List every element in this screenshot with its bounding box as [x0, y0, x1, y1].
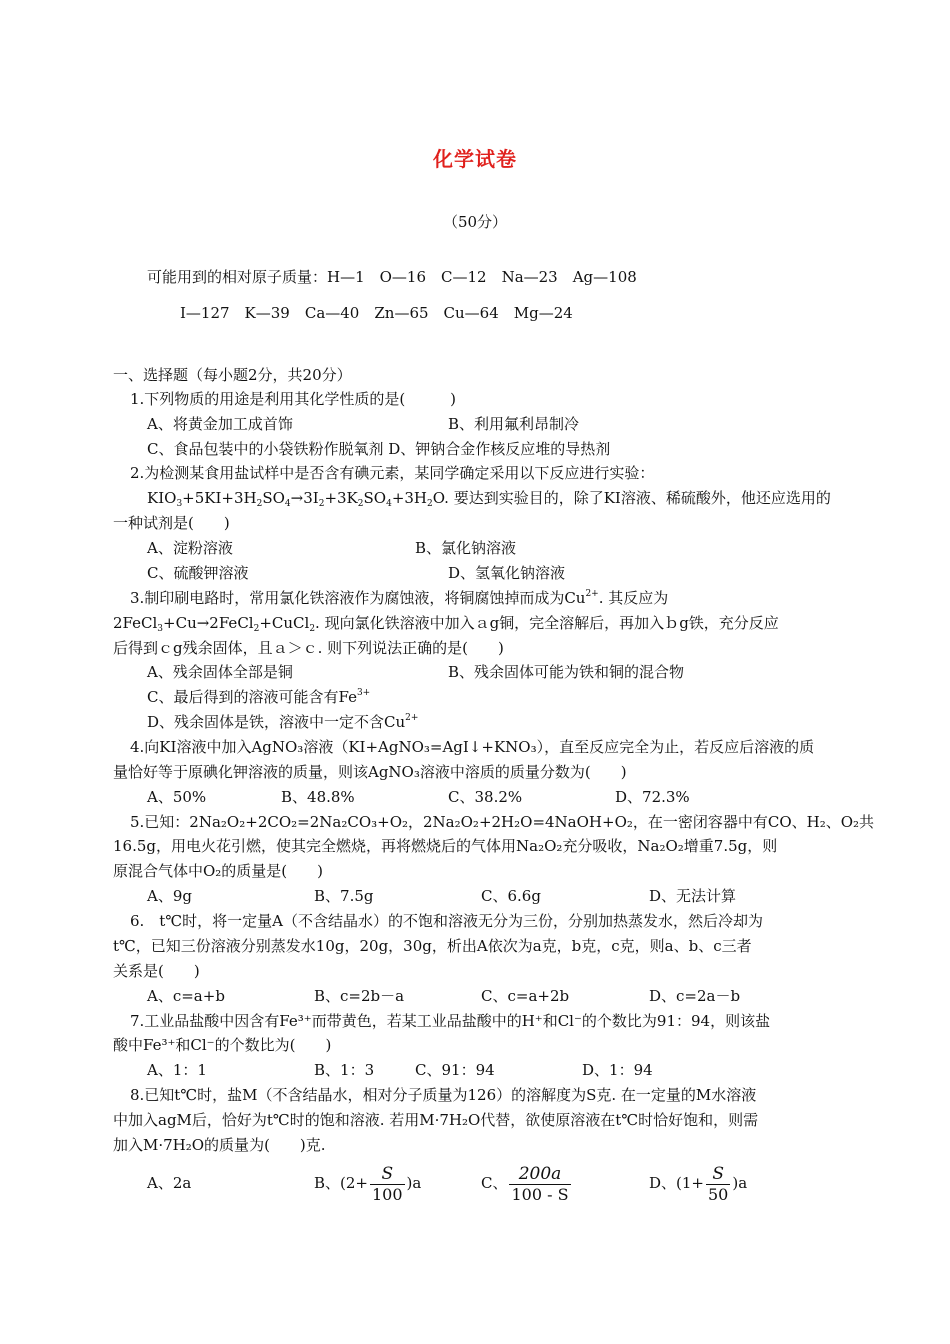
- q7-option-b: B、1：3: [314, 1061, 375, 1079]
- q5-option-c: C、6.6g: [481, 887, 541, 905]
- q8-stem3: 加入M·7H₂O的质量为( )克.: [113, 1136, 326, 1154]
- q6-option-c: C、c=a+2b: [481, 987, 570, 1005]
- q8-option-c-numerator: 200a: [518, 1163, 562, 1184]
- q7-option-d: D、1：94: [582, 1061, 653, 1079]
- q8-option-d: [649, 1160, 747, 1206]
- q8-stem2: 中加入agM后，恰好为t℃时的饱和溶液. 若用M·7H₂O代替，欲使原溶液在t℃时恰好饱和，则需: [113, 1111, 759, 1129]
- q8-option-b-denominator: 100: [372, 1184, 403, 1204]
- q8-option-a: A、2a: [147, 1174, 192, 1192]
- q3-stem2: 2FeCl$_3$+Cu→2FeCl$_2$+CuCl$_2$. 现向氯化铁溶液中加入ａg铜，完全溶解后，再加入ｂg铁，充分反应: [113, 614, 779, 634]
- page-title: 化学试卷: [433, 147, 517, 171]
- q2-option-d: D、氢氧化钠溶液: [448, 564, 566, 582]
- q2-option-a: A、淀粉溶液: [147, 539, 233, 557]
- q1-option-cd: C、食品包装中的小袋铁粉作脱氧剂 D、钾钠合金作核反应堆的导热剂: [147, 440, 611, 458]
- q8-option-b-fraction: [370, 1164, 405, 1205]
- q8-option-d-prefix: D、(1+: [649, 1174, 704, 1192]
- q7-option-a: A、1：1: [147, 1061, 207, 1079]
- q1-option-a: A、将黄金加工成首饰: [147, 415, 293, 433]
- q4-stem1: 4.向KI溶液中加入AgNO₃溶液（KI+AgNO₃=AgI↓+KNO₃），直至反应完全为止，若反应后溶液的质: [130, 738, 815, 756]
- q3-stem2-tail: . 现向氯化铁溶液中加入ａg铜，完全溶解后，再加入ｂg铁，充分反应: [315, 614, 779, 632]
- q6-option-a: A、c=a+b: [147, 987, 225, 1005]
- q5-stem1: 5.已知：2Na₂O₂+2CO₂=2Na₂CO₃+O₂，2Na₂O₂+2H₂O=4NaOH+O₂，在一密闭容器中有CO、H₂、O₂共: [130, 813, 875, 831]
- atomic-masses-line2: I—127 K—39 Ca—40 Zn—65 Cu—64 Mg—24: [180, 304, 573, 322]
- q2-equation-line: $KIO_3+5KI+3H_2SO_4\to 3I_2+3K_2SO_4+3H_2O$. 要达到实验目的，除了KI溶液、稀硫酸外，他还应选用的: [147, 489, 831, 509]
- q3-option-b: B、残余固体可能为铁和铜的混合物: [448, 663, 685, 681]
- q8-option-c-fraction: [509, 1164, 570, 1205]
- q1-option-b: B、利用氟利昂制冷: [448, 415, 580, 433]
- q4-option-d: D、72.3%: [615, 788, 690, 806]
- q8-option-b: [314, 1160, 421, 1206]
- q5-stem2: 16.5g，用电火花引燃，使其完全燃烧，再将燃烧后的气体用Na₂O₂充分吸收，Na₂O₂增重7.5g，则: [113, 837, 778, 855]
- q2-equation-suffix: . 要达到实验目的，除了KI溶液、稀硫酸外，他还应选用的: [444, 489, 831, 507]
- q8-option-c-prefix: C、: [481, 1174, 508, 1192]
- q8-option-d-fraction: [706, 1164, 730, 1205]
- q7-stem2: 酸中Fe³⁺和Cl⁻的个数比为( ): [113, 1036, 332, 1054]
- q3-option-d-text: D、残余固体是铁，溶液中一定不含Cu: [147, 713, 406, 731]
- q6-stem2: t℃，已知三份溶液分别蒸发水10g，20g，30g，析出A依次为a克，b克，c克，则a、b、c三者: [113, 937, 752, 955]
- atomic-masses-line1: 可能用到的相对原子质量：H—1 O—16 C—12 Na—23 Ag—108: [147, 268, 637, 286]
- q6-stem3: 关系是( ): [113, 962, 200, 980]
- q6-option-b: B、c=2b－a: [314, 987, 405, 1005]
- q8-option-b-prefix: B、(2+: [314, 1174, 368, 1192]
- q3-option-a: A、残余固体全部是铜: [147, 663, 293, 681]
- q4-option-b: B、48.8%: [281, 788, 355, 806]
- q8-option-d-denominator: 50: [708, 1184, 729, 1204]
- q8-option-c: [481, 1160, 573, 1206]
- q3-option-c-text: C、最后得到的溶液可能含有Fe: [147, 688, 357, 706]
- q8-option-b-suffix: )a: [406, 1174, 422, 1192]
- q3-stem3: 后得到ｃg残余固体，且ａ＞ｃ. 则下列说法正确的是( ): [113, 639, 504, 657]
- q8-option-d-numerator: S: [712, 1163, 724, 1184]
- q4-stem2: 量恰好等于原碘化钾溶液的质量，则该AgNO₃溶液中溶质的质量分数为( ): [113, 763, 627, 781]
- q2-stem: 2.为检测某食用盐试样中是否含有碘元素，某同学确定采用以下反应进行实验：: [130, 464, 655, 482]
- q6-option-d: D、c=2a－b: [649, 987, 741, 1005]
- q2-option-b: B、氯化钠溶液: [415, 539, 517, 557]
- score-note: （50分）: [442, 213, 508, 231]
- q2-stem2: 一种试剂是( ): [113, 514, 230, 532]
- q8-option-b-numerator: S: [381, 1163, 394, 1184]
- q3-option-c: C、最后得到的溶液可能含有$Fe^{3+}$: [147, 688, 371, 706]
- q5-option-d: D、无法计算: [649, 887, 737, 905]
- q8-option-d-suffix: )a: [732, 1174, 748, 1192]
- q2-option-c: C、硫酸钾溶液: [147, 564, 249, 582]
- q1-stem: 1.下列物质的用途是利用其化学性质的是( ): [130, 390, 457, 408]
- q3-stem1-text: 3.制印刷电路时，常用氯化铁溶液作为腐蚀液，将铜腐蚀掉而成为Cu: [130, 589, 586, 607]
- q3-stem1-tail: . 其反应为: [598, 589, 669, 607]
- q3-stem1: 3.制印刷电路时，常用氯化铁溶液作为腐蚀液，将铜腐蚀掉而成为$Cu^{2+}$. 其反应为: [130, 589, 669, 607]
- q8-stem1: 8.已知t℃时，盐M（不含结晶水，相对分子质量为126）的溶解度为S克. 在一定量的M水溶液: [130, 1086, 757, 1104]
- q5-option-b: B、7.5g: [314, 887, 374, 905]
- q5-option-a: A、9g: [147, 887, 192, 905]
- q8-option-c-denominator: 100 - S: [511, 1184, 569, 1204]
- q7-stem1: 7.工业品盐酸中因含有Fe³⁺而带黄色，若某工业品盐酸中的H⁺和Cl⁻的个数比为91：94，则该盐: [130, 1012, 771, 1030]
- section-heading: 一、选择题（每小题2分，共20分）: [113, 366, 352, 384]
- q4-option-c: C、38.2%: [448, 788, 523, 806]
- q5-stem3: 原混合气体中O₂的质量是( ): [113, 862, 324, 880]
- q6-stem1: 6. t℃时，将一定量A（不含结晶水）的不饱和溶液无分为三份，分别加热蒸发水，然后冷却为: [130, 912, 763, 930]
- q7-option-c: C、91：94: [415, 1061, 495, 1079]
- q3-option-d: D、残余固体是铁，溶液中一定不含$Cu^{2+}$: [147, 713, 419, 731]
- q4-option-a: A、50%: [147, 788, 207, 806]
